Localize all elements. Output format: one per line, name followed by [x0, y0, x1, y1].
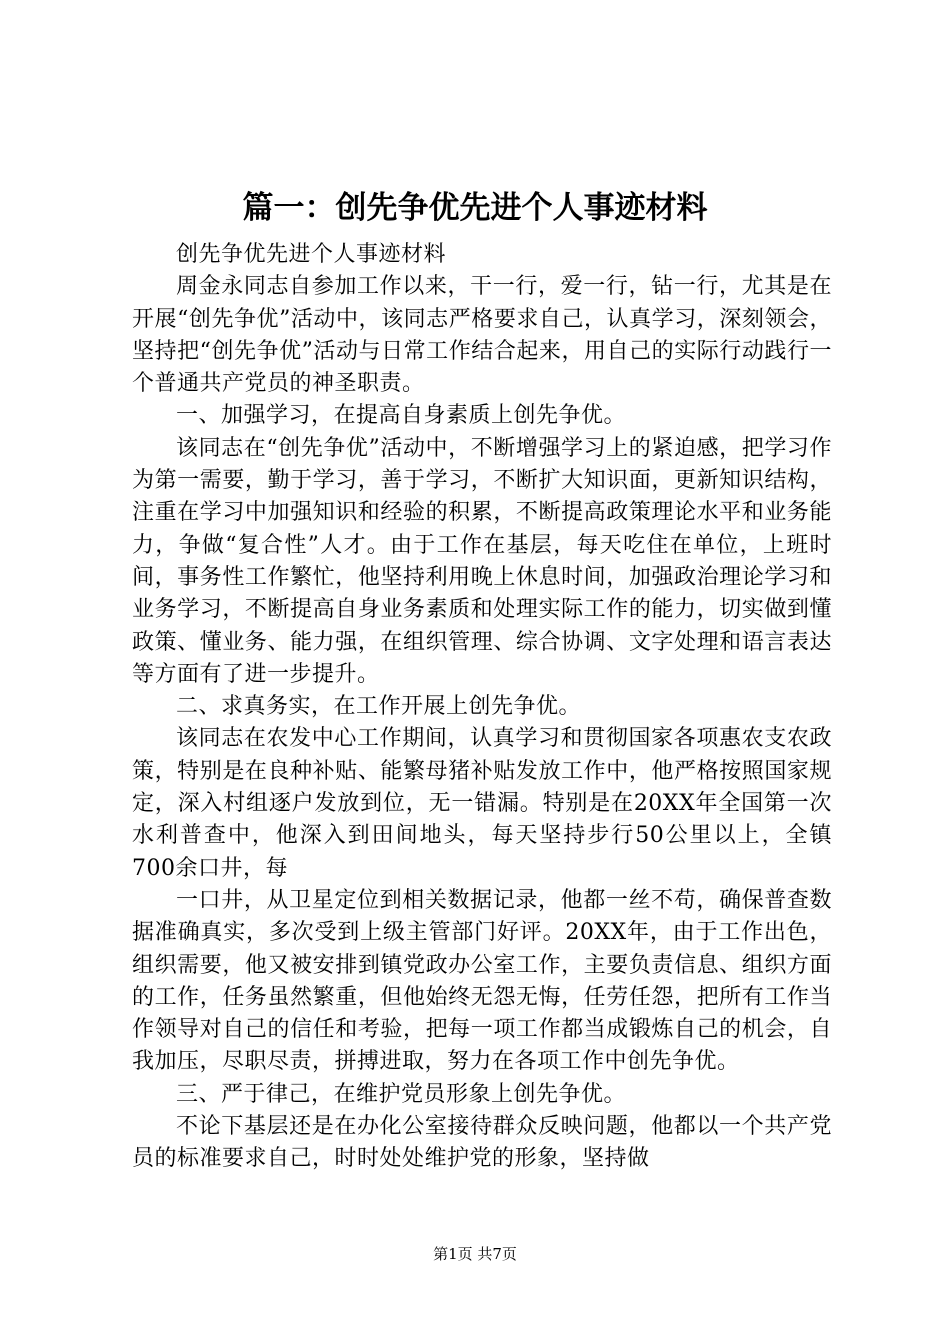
document-body: [132, 239, 832, 1176]
document-title: 篇一：创先争优先进个人事迹材料: [242, 190, 708, 226]
page-number-footer: 第1页 共7页: [433, 1245, 517, 1263]
section-heading-2: 二、求真务实，在工作开展上创先争优。: [176, 694, 582, 720]
paragraph-section-3: 不论下基层还是在办化公室接待群众反映问题，他都以一个共产党员的标准要求自己，时时处处维护党的形象，坚持做: [132, 1114, 832, 1172]
paragraph-intro: 周金永同志自参加工作以来，干一行，爱一行，钻一行，尤其是在开展“创先争优”活动中，该同志严格要求自己，认真学习，深刻领会，坚持把“创先争优”活动与日常工作结合起来，用自己的实际行动践行一个普通共产党员的神圣职责。: [132, 274, 832, 397]
paragraph-subtitle: 创先争优先进个人事迹材料: [176, 242, 447, 267]
section-heading-1: 一、加强学习，在提高自身素质上创先争优。: [176, 403, 627, 429]
section-heading-3: 三、严于律己，在维护党员形象上创先争优。: [176, 1081, 627, 1107]
paragraph-section-2b: 一口井，从卫星定位到相关数据记录，他都一丝不苟，确保普查数据准确真实，多次受到上级主管部门好评。20XX年，由于工作出色，组织需要，他又被安排到镇党政办公室工作，主要负责信息、组织方面的工作，任务虽然繁重，但他始终无怨无悔，任劳任怨，把所有工作当作领导对自己的信任和考验，把每一项工作都当成锻炼自己的机会，自我加压，尽职尽责，拼搏进取，努力在各项工作中创先争优。: [132, 887, 832, 1075]
paragraph-section-2a: 该同志在农发中心工作期间，认真学习和贯彻国家各项惠农支农政策，特别是在良种补贴、能繁母猪补贴发放工作中，他严格按照国家规定，深入村组逐户发放到位，无一错漏。特别是在20XX年全国第一次水利普查中，他深入到田间地头，每天坚持步行50公里以上，全镇700余口井，每: [132, 726, 832, 881]
paragraph-section-1: 该同志在“创先争优”活动中，不断增强学习上的紧迫感，把学习作为第一需要，勤于学习，善于学习，不断扩大知识面，更新知识结构，注重在学习中加强知识和经验的积累，不断提高政策理论水平和业务能力，争做“复合性”人才。由于工作在基层，每天吃住在单位，上班时间，事务性工作繁忙，他坚持利用晚上休息时间，加强政治理论学习和业务学习，不断提高自身业务素质和处理实际工作的能力，切实做到懂政策、懂业务、能力强，在组织管理、综合协调、文字处理和语言表达等方面有了进一步提升。: [132, 435, 832, 687]
